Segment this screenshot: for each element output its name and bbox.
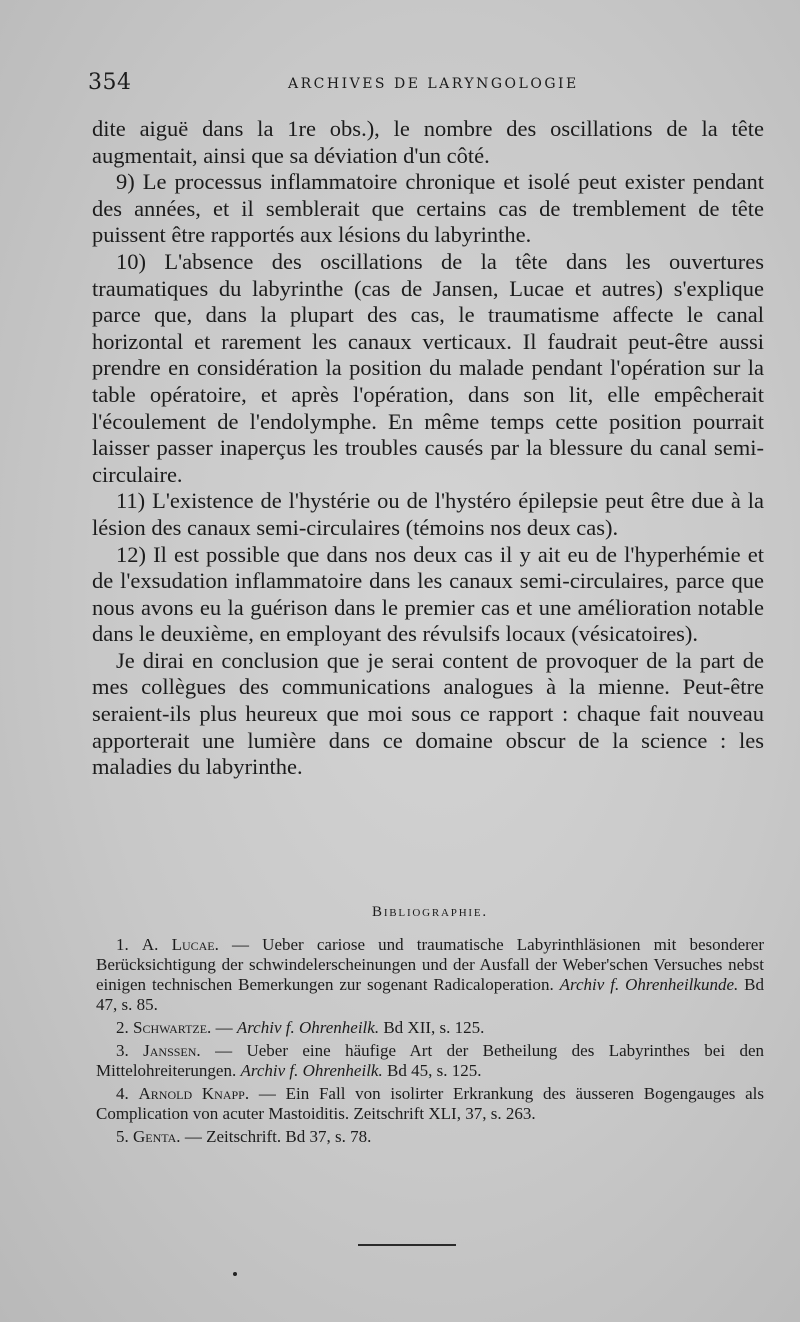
entry-author: A. Lucae. [141, 935, 219, 954]
paragraph-point-11: 11) L'existence de l'hystérie ou de l'hystéro épilepsie peut être due à la lésion des canaux semi-circulaires (témoins nos deux cas). [92, 488, 764, 540]
entry-number: 3. [116, 1041, 129, 1060]
bibliography-entry [96, 935, 764, 1015]
paragraph-point-10: 10) L'absence des oscillations de la tête dans les ouvertures traumatiques du labyrinthe (cas de Jansen, Lucae et autres) s'explique parce que, dans la plupart des cas, le traumatisme affecte le canal horizontal et rarement les canaux verticaux. Il faudrait peut-être aussi prendre en considération la position du malade pendant l'opération sur la table opératoire, et après l'opération, dans son lit, elle empêcherait l'écoulement de l'endolymphe. En même temps cette position pourrait laisser passer inaperçus les troubles causés par la blessure du canal semi-circulaire. [92, 248, 764, 487]
entry-number: 5. [116, 1127, 129, 1146]
entry-text: — Ueber eine häufige Art der Betheilung des Labyrinthes bei den Mittelohreiterungen. [96, 1041, 764, 1080]
entry-number: 1. [116, 935, 129, 954]
entry-text: — Ein Fall von isolirter Erkrankung des äusseren Bogengauges als Complication von acuter Mastoiditis. Zeitschrift XLI, 37, s. 263. [96, 1084, 764, 1123]
entry-tail: Bd XII, s. 125. [379, 1018, 485, 1037]
entry-author: Janssen. [143, 1041, 201, 1060]
bibliography-title: Bibliographie. [372, 904, 488, 920]
end-rule [358, 1244, 456, 1246]
entry-text: — [211, 1018, 237, 1037]
paragraph-continued: dite aiguë dans la 1re obs.), le nombre des oscillations de la tête augmentait, ainsi que sa déviation d'un côté. [92, 116, 764, 168]
entry-tail: Bd 45, s. 125. [382, 1061, 482, 1080]
bibliography-entry [96, 1084, 764, 1124]
entry-text: — Zeitschrift. Bd 37, s. 78. [180, 1127, 372, 1146]
entry-author: Genta. [133, 1127, 181, 1146]
bibliography-list [96, 935, 764, 1147]
bibliography-entry [96, 1127, 764, 1147]
bibliography-section [96, 904, 764, 1150]
ink-dot [233, 1272, 237, 1276]
entry-journal: Archiv f. Ohrenheilkunde. [559, 975, 739, 994]
entry-author: Arnold Knapp. [138, 1084, 250, 1103]
entry-journal: Archiv f. Ohrenheilk. [240, 1061, 383, 1080]
entry-journal: Archiv f. Ohrenheilk. [236, 1018, 380, 1037]
entry-number: 4. [116, 1084, 129, 1103]
page-number: 354 [88, 70, 132, 95]
body-text [92, 116, 764, 781]
page-header [88, 70, 768, 100]
running-head: ARCHIVES DE LARYNGOLOGIE [288, 76, 579, 92]
paragraph-point-9: 9) Le processus inflammatoire chronique et isolé peut exister pendant des années, et il semblerait que certains cas de tremblement de tête puissent être rapportés aux lésions du labyrinthe. [92, 169, 764, 248]
paragraph-point-12: 12) Il est possible que dans nos deux cas il y ait eu de l'hyperhémie et de l'exsudation inflammatoire dans les canaux semi-circulaires, parce que nous avons eu la guérison dans le premier cas et une amélioration notable dans le deuxième, en employant des révulsifs locaux (vésicatoires). [92, 541, 764, 647]
paragraph-conclusion: Je dirai en conclusion que je serai content de provoquer de la part de mes collègues des communications analogues à la mienne. Peut-être seraient-ils plus heureux que moi sous ce rapport : chaque fait nouveau apporterait une lumière dans ce domaine obscur de la science : les maladies du labyrinthe. [92, 647, 764, 780]
bibliography-entry [96, 1018, 764, 1038]
entry-author: Schwartze. [133, 1018, 212, 1037]
bibliography-entry [96, 1041, 764, 1081]
entry-text: — Ueber cariose und traumatische Labyrinthläsionen mit besonderer Berücksichtigung der schwindelerscheinungen und der Ausfall der Weber'schen Versuches nebst einigen technischen Bemerkungen zur sogenant Radicaloperation. [96, 935, 765, 994]
entry-tail: Bd 47, s. 85. [96, 975, 765, 1014]
entry-number: 2. [116, 1018, 129, 1037]
